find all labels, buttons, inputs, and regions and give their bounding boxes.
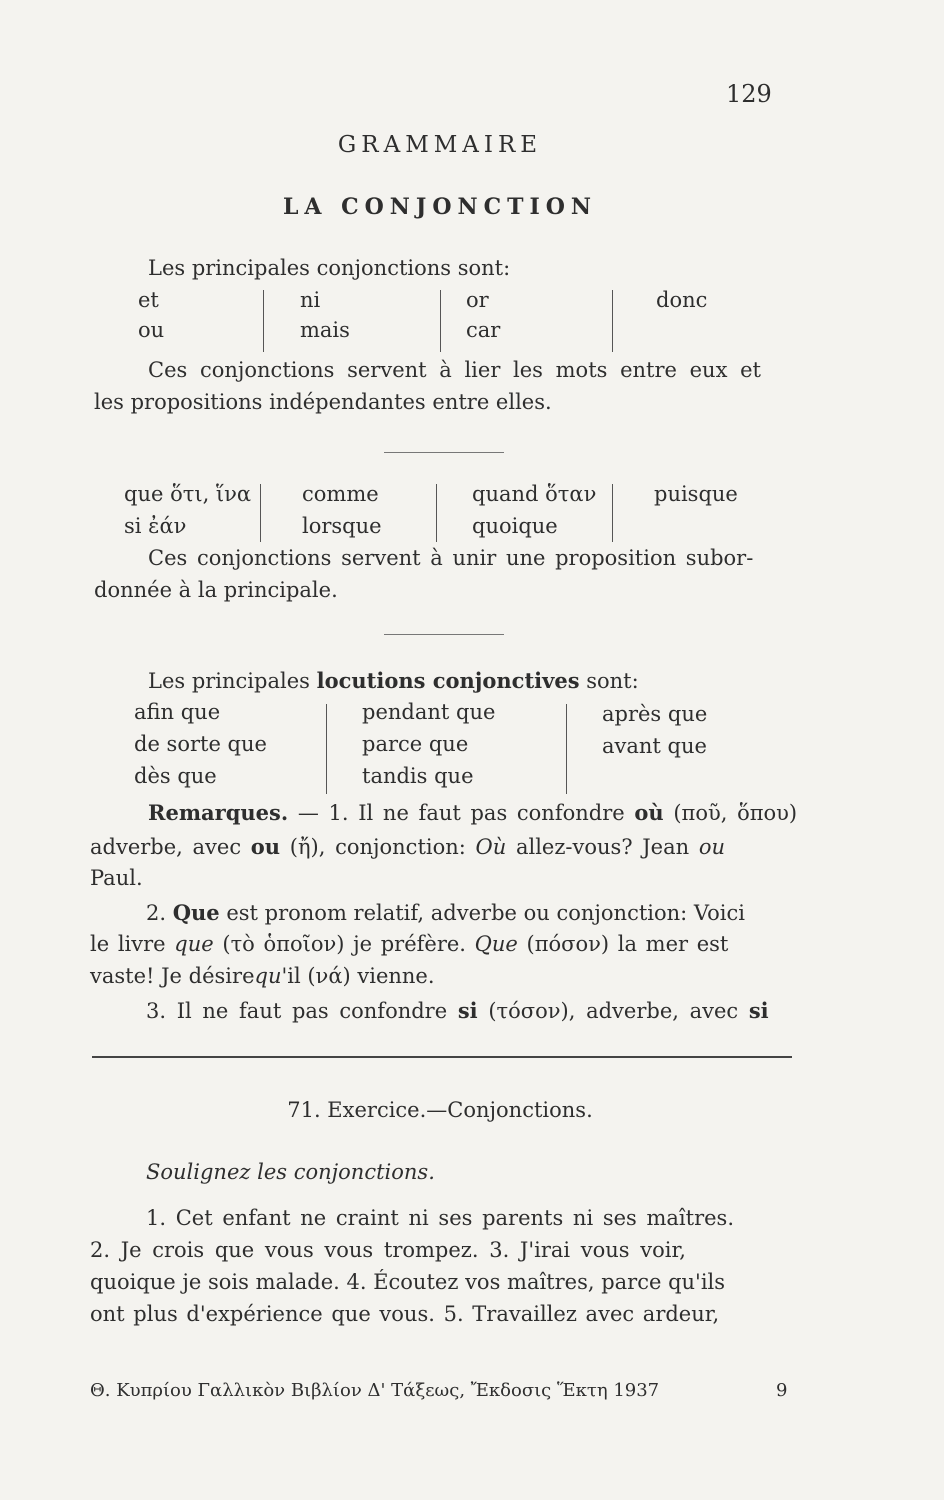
column-divider — [436, 484, 437, 542]
locution-cell: pendant que — [362, 700, 496, 724]
section-rule — [92, 1056, 792, 1058]
subord-cell: comme — [302, 482, 379, 506]
remark-text: (τὸ ὁποῖον) je préfère. — [222, 932, 466, 956]
exercise-line: 2. Je crois que vous vous trompez. 3. J'irai vous voir, — [90, 1238, 686, 1262]
subord-desc: donnée à la principale. — [94, 578, 338, 602]
remark-text: (ἤ), conjonction: — [289, 835, 466, 859]
column-divider — [263, 290, 264, 352]
remark-text: 2. — [146, 901, 167, 925]
column-divider — [440, 290, 441, 352]
remark-example: qu' — [254, 964, 288, 988]
remark-text: adverbe, avec — [90, 835, 242, 859]
subord-cell: que ὅτι, ἵνα — [124, 482, 252, 506]
column-divider — [612, 484, 613, 542]
remark-term: ou — [250, 834, 281, 859]
locution-cell: avant que — [602, 734, 707, 758]
subord-desc: Ces conjonctions servent à unir une proposition subor- — [148, 546, 754, 570]
remark-term: Que — [172, 900, 220, 925]
exercise-line: quoique je sois malade. 4. Écoutez vos maîtres, parce qu'ils — [90, 1270, 726, 1294]
remark-text: est pronom relatif, adverbe ou conjonction: Voici — [226, 901, 745, 925]
subord-cell: quand ὅταν — [472, 482, 597, 506]
coord-cell: car — [466, 318, 501, 342]
coord-intro: Les principales conjonctions sont: — [148, 256, 511, 280]
locution-cell: tandis que — [362, 764, 474, 788]
separator — [384, 634, 504, 635]
coord-cell: ni — [300, 288, 321, 312]
exercise-instruction: Soulignez les conjonctions. — [146, 1160, 435, 1184]
remark-term: si — [748, 998, 769, 1023]
column-divider — [612, 290, 613, 352]
remark-text: (ποῦ, ὅπου) — [673, 801, 798, 825]
remark-3 — [146, 998, 769, 1023]
footer-signature: 9 — [776, 1380, 788, 1401]
remark-text: 3. Il ne faut pas confondre — [146, 999, 448, 1023]
column-divider — [566, 704, 567, 794]
remark-text: allez-vous? Jean — [515, 835, 690, 859]
remark-text: — 1. Il ne faut pas confondre — [297, 801, 625, 825]
locutions-intro-bold: locutions conjonctives — [316, 668, 580, 693]
coord-cell: mais — [300, 318, 350, 342]
remark-1-line2 — [90, 834, 725, 859]
remark-example: que — [174, 932, 214, 956]
remark-example: Où — [475, 835, 507, 859]
coord-cell: et — [138, 288, 159, 312]
coord-cell: donc — [656, 288, 708, 312]
remark-text: (πόσον) la mer est — [526, 932, 729, 956]
remark-text: (τόσον), adverbe, avec — [488, 999, 739, 1023]
coord-cell: ou — [138, 318, 165, 342]
remark-text: le livre — [90, 932, 166, 956]
subord-cell: si ἐάν — [124, 514, 187, 538]
exercise-line: 1. Cet enfant ne craint ni ses parents ni ses maîtres. — [146, 1206, 735, 1230]
remark-term: où — [634, 800, 664, 825]
remark-2-line2 — [90, 932, 728, 956]
remark-term: si — [457, 998, 478, 1023]
subord-cell: lorsque — [302, 514, 382, 538]
remark-2-line3 — [90, 964, 435, 988]
remark-2 — [146, 900, 745, 925]
locutions-intro — [148, 668, 639, 693]
coord-desc: Ces conjonctions servent à lier les mots entre eux et — [148, 358, 761, 382]
footer-citation: Θ. Κυπρίου Γαλλικὸν Βιβλίον Δ' Τάξεως, Ἔκδοσις Ἕκτη 1937 — [90, 1380, 660, 1401]
remark-example: ou — [698, 835, 726, 859]
remark-text: il (νά) vienne. — [287, 964, 435, 988]
separator — [384, 452, 504, 453]
remark-example: Que — [474, 932, 518, 956]
page-number: 129 — [726, 80, 772, 108]
subord-cell: puisque — [654, 482, 738, 506]
heading: GRAMMAIRE — [337, 132, 543, 158]
locutions-intro-post: sont: — [586, 669, 639, 693]
coord-desc: les propositions indépendantes entre elles. — [94, 390, 552, 414]
subheading: LA CONJONCTION — [282, 194, 598, 220]
locution-cell: parce que — [362, 732, 469, 756]
remark-1 — [148, 800, 797, 825]
locution-cell: afin que — [134, 700, 221, 724]
locution-cell: de sorte que — [134, 732, 267, 756]
locution-cell: dès que — [134, 764, 217, 788]
remark-text: vaste! Je désire — [90, 964, 255, 988]
subord-cell: quoique — [472, 514, 558, 538]
remark-label: Remarques. — [148, 800, 289, 825]
column-divider — [326, 704, 327, 794]
remark-1-line3: Paul. — [90, 866, 143, 890]
column-divider — [260, 484, 261, 542]
exercise-line: ont plus d'expérience que vous. 5. Travaillez avec ardeur, — [90, 1302, 720, 1326]
locutions-intro-pre: Les principales — [148, 669, 310, 693]
locution-cell: après que — [602, 702, 708, 726]
exercise-title: 71. Exercice.—Conjonctions. — [287, 1098, 593, 1122]
coord-cell: or — [466, 288, 489, 312]
